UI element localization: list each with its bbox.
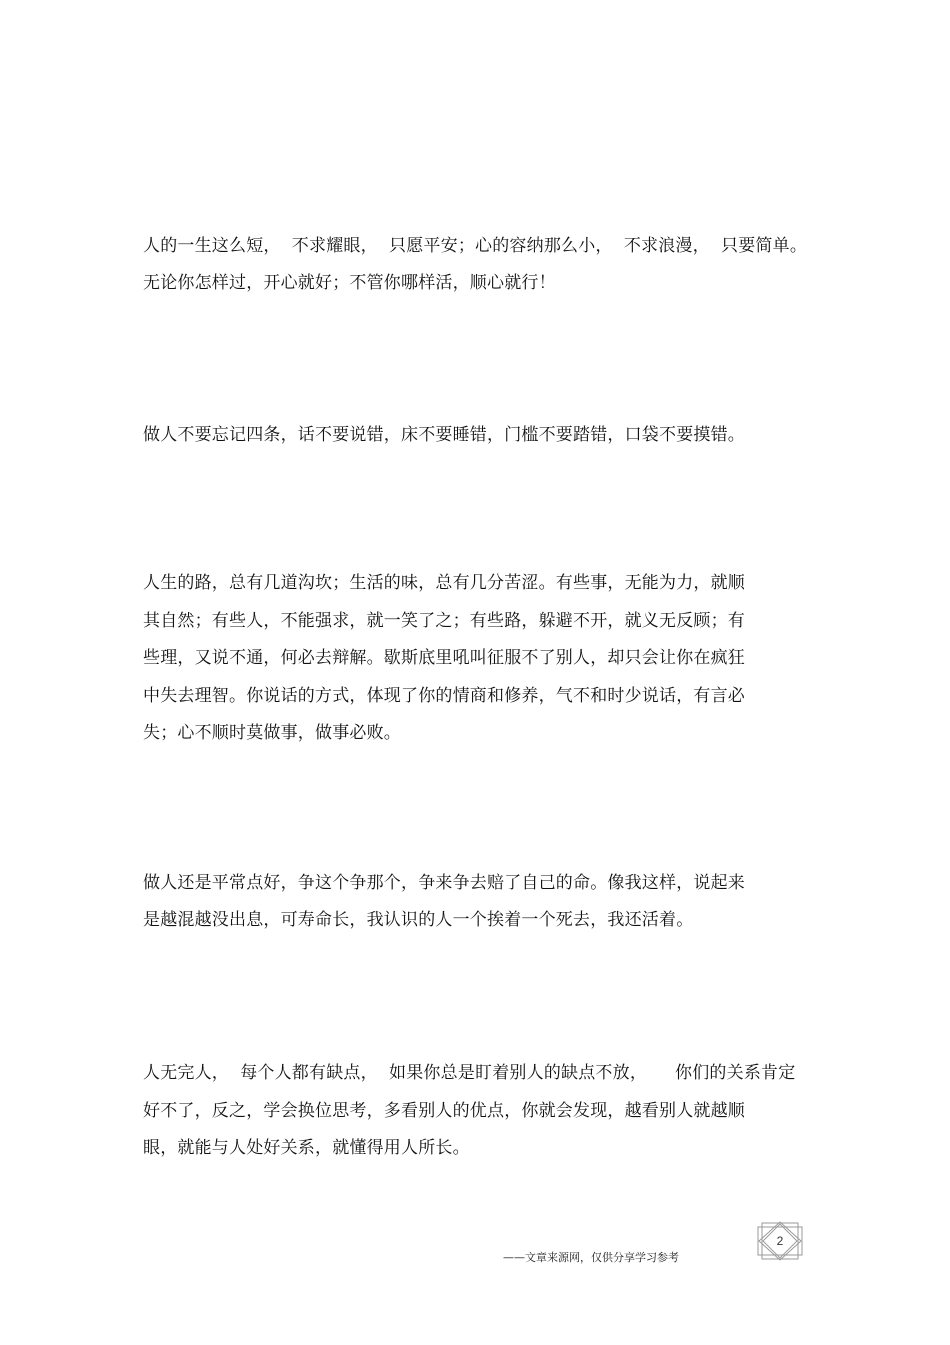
paragraph-line: 做人不要忘记四条，话不要说错，床不要睡错，门槛不要踏错，口袋不要摸错。 <box>143 425 745 445</box>
paragraph-line: 失；心不顺时莫做事，做事必败。 <box>143 723 401 743</box>
paragraph-line: 眼，就能与人处好关系，就懂得用人所长。 <box>143 1138 470 1158</box>
paragraph-line: 人生的路，总有几道沟坎；生活的味，总有几分苦涩。有些事，无能为力，就顺 <box>143 573 745 593</box>
page-number: 2 <box>776 1234 784 1248</box>
paragraph-line: 无论你怎样过，开心就好；不管你哪样活，顺心就行！ <box>143 273 556 293</box>
paragraph-3 <box>143 575 745 763</box>
paragraph-line: 是越混越没出息，可寿命长，我认识的人一个挨着一个死去，我还活着。 <box>143 910 694 930</box>
paragraph-1 <box>143 238 807 312</box>
paragraph-5 <box>143 1065 795 1178</box>
page-number-badge <box>756 1221 804 1261</box>
paragraph-line: 其自然；有些人，不能强求，就一笑了之；有些路，躲避不开，就义无反顾；有 <box>143 610 745 631</box>
paragraph-line: 好不了，反之，学会换位思考，多看别人的优点，你就会发现，越看别人就越顺 <box>143 1100 745 1121</box>
paragraph-line: 做人还是平常点好，争这个争那个，争来争去赔了自己的命。像我这样，说起来 <box>143 873 745 893</box>
footer-source-note: ——文章来源网，仅供分享学习参考 <box>503 1251 679 1264</box>
paragraph-2 <box>143 427 745 444</box>
paragraph-line: 人无完人， 每个人都有缺点， 如果你总是盯着别人的缺点不放， 你们的关系肯定 <box>143 1063 796 1083</box>
paragraph-4 <box>143 875 745 949</box>
paragraph-line: 中失去理智。你说话的方式，体现了你的情商和修养，气不和时少说话，有言必 <box>143 685 745 706</box>
paragraph-line: 些理，又说不通，何必去辩解。歇斯底里吼叫征服不了别人，却只会让你在疯狂 <box>143 648 745 668</box>
paragraph-line: 人的一生这么短， 不求耀眼， 只愿平安；心的容纳那么小， 不求浪漫， 只要简单。 <box>143 236 808 256</box>
